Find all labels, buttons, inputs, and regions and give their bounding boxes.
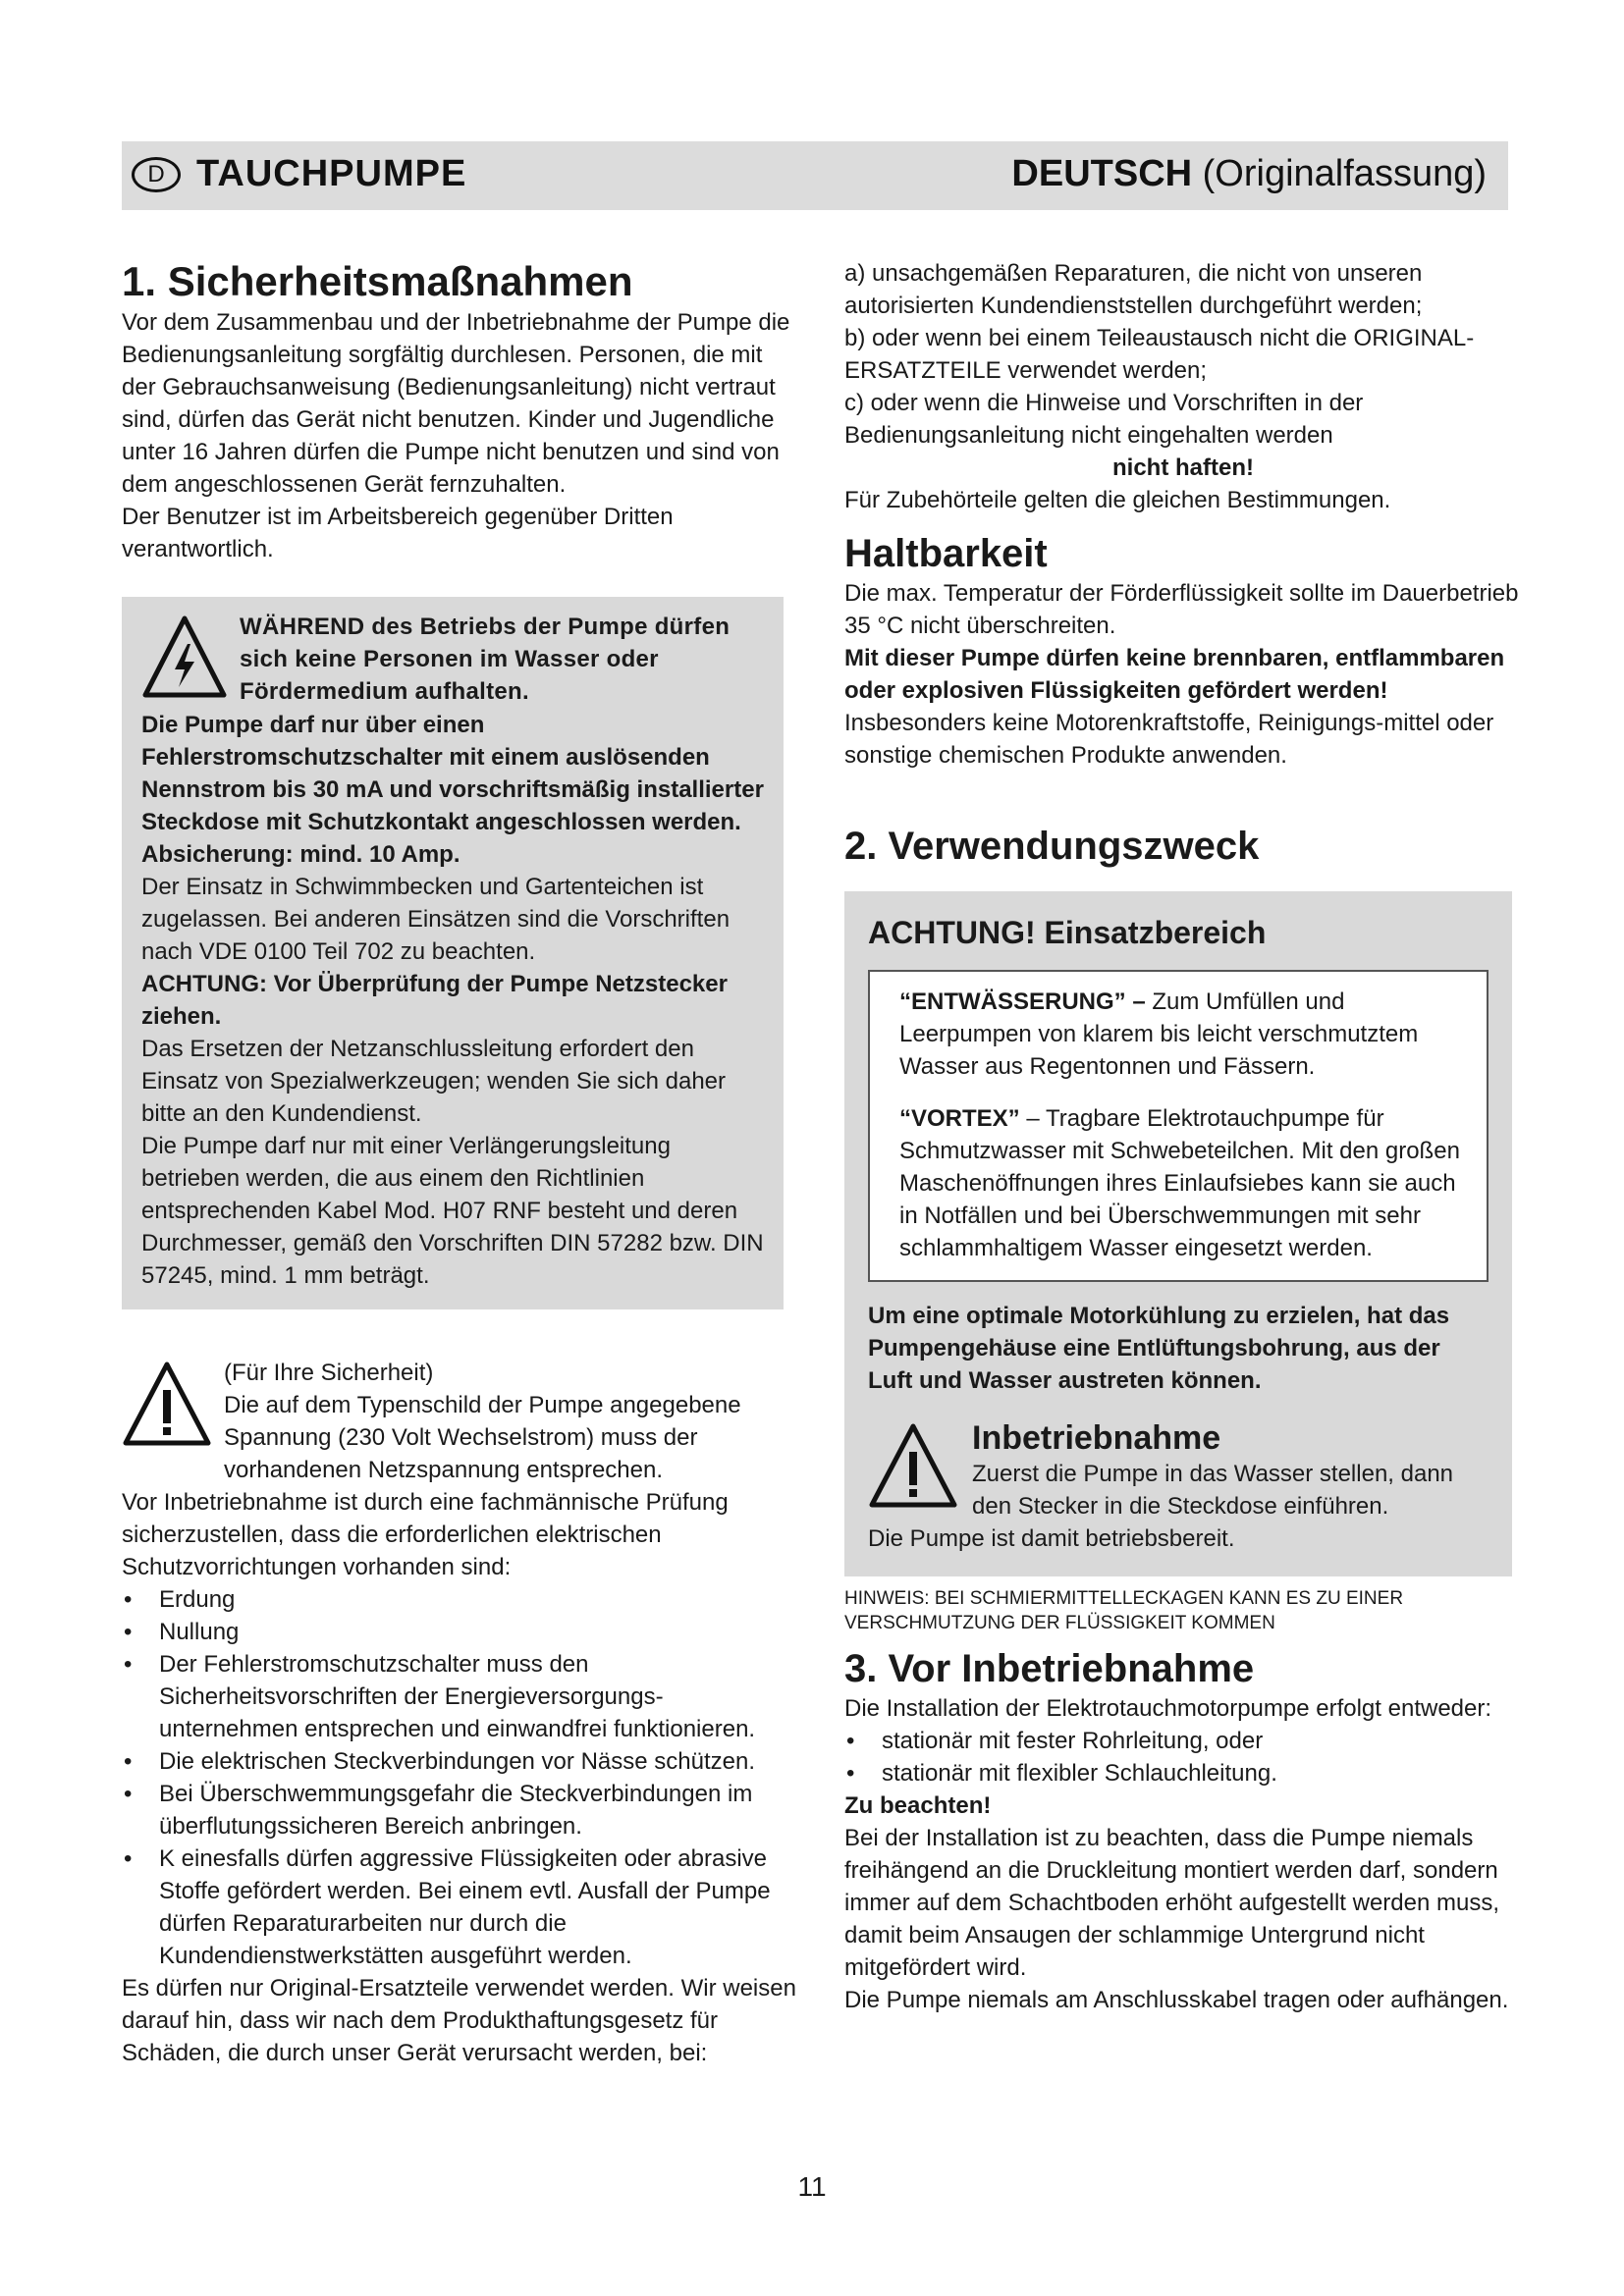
safety-section <box>122 1357 799 2069</box>
drainage-label: “ENTWÄSSERUNG” – <box>899 988 1146 1015</box>
safety-warning-box <box>122 597 784 1309</box>
list-item: • Nullung <box>122 1616 799 1648</box>
list-item: • Bei Überschwemmungsgefahr die Steckverbindungen im überflutungssicheren Bereich anbringen. <box>122 1778 799 1842</box>
liability-intro: Es dürfen nur Original-Ersatzteile verwendet werden. Wir weisen darauf hin, dass wir nach dem Produkthaftungsgesetz für Schäden, die durch unser Gerät verursacht werden, bei: <box>122 1975 796 2066</box>
inspection-text: Vor Inbetriebnahme ist durch eine fachmännische Prüfung sicherzustellen, dass die erforderlichen elektrischen Schutzvorrichtungen vorhanden sind: <box>122 1489 729 1580</box>
vortex-text: – Tragbare Elektrotauchpumpe für Schmutzwasser mit Schwebeteilchen. Mit den großen Maschenöffnungen ihres Einlaufsiebes kann sie auch in Notfällen und bei Überschwemmungen mit sehr schlammhaltigem Wasser eingesetzt werden. <box>899 1105 1460 1261</box>
unplug-warning: ACHTUNG: Vor Überprüfung der Pumpe Netzstecker ziehen. <box>141 971 728 1030</box>
header-bar <box>122 141 1508 210</box>
electric-hazard-icon <box>141 614 228 701</box>
safety-responsibility: Der Benutzer ist im Arbeitsbereich gegenüber Dritten verantwortlich. <box>122 504 674 562</box>
list-item: • stationär mit fester Rohrleitung, oder <box>844 1725 1522 1757</box>
accessories-note: Für Zubehörteile gelten die gleichen Bestimmungen. <box>844 487 1391 513</box>
rcd-requirement: Die Pumpe darf nur über einen Fehlerstromschutzschalter mit einem auslösenden Nennstrom bis 30 mA und vorschriftsmäßig installierter Steckdose mit Schutzkontakt angeschlossen werden. <box>141 712 764 835</box>
usage-types-frame <box>868 970 1489 1282</box>
language-label: DEUTSCH <box>1011 153 1193 194</box>
drainage-text: Zum Umfüllen und Leerpumpen von klarem bis leicht verschmutztem Wasser aus Regentonnen und Fässern. <box>899 988 1419 1080</box>
person-warning: WÄHREND des Betriebs der Pumpe dürfen sich keine Personen im Wasser oder Fördermedium aufhalten. <box>240 614 731 705</box>
list-item: • K einesfalls dürfen aggressive Flüssigkeiten oder abrasive Stoffe gefördert werden. Bei einem evtl. Ausfall der Pumpe dürfen Reparaturarbeiten nur durch die Kundendienstwerkstätten ausgeführt werden. <box>122 1842 799 1972</box>
product-title: TAUCHPUMPE <box>196 153 467 194</box>
vortex-label: “VORTEX” <box>899 1105 1020 1132</box>
startup-row <box>868 1418 1489 1522</box>
left-column <box>122 257 799 2069</box>
safety-intro: Vor dem Zusammenbau und der Inbetriebnahme der Pumpe die Bedienungsanleitung sorgfältig durchlesen. Personen, die mit der Gebrauchsanweisung (Bedienungsanleitung) nicht vertraut sind, dürfen das Gerät nicht benutzen. Kinder und Jugendliche unter 16 Jahren dürfen die Pumpe nicht benutzen und sind von dem angeschlossenen Gerät fernzuhalten. <box>122 309 790 498</box>
list-item: • Die elektrischen Steckverbindungen vor Nässe schützen. <box>122 1745 799 1778</box>
cable-replacement: Das Ersetzen der Netzanschlussleitung erfordert den Einsatz von Spezialwerkzeugen; wenden Sie sich daher bitte an den Kundendienst. <box>141 1036 727 1127</box>
voltage-text: Die auf dem Typenschild der Pumpe angegebene Spannung (230 Volt Wechselstrom) muss der vorhandenen Netzspannung entsprechen. <box>224 1392 741 1483</box>
liability-item-b: b) oder wenn bei einem Teileaustausch nicht die ORIGINAL-ERSATZTEILE verwendet werden; <box>844 325 1475 384</box>
section-heading-preparation: 3. Vor Inbetriebnahme <box>844 1647 1255 1690</box>
chemicals-warning: Insbesonders keine Motorenkraftstoffe, Reinigungs-mittel oder sonstige chemischen Produkte anwenden. <box>844 710 1494 769</box>
installation-note: Bei der Installation ist zu beachten, dass die Pumpe niemals freihängend an die Druckleitung montiert werden darf, sondern immer auf dem Schachtboden erhöht aufgestellt werden muss, damit beim Ansaugen der schlammige Untergrund nicht mitgefördert wird. <box>844 1825 1500 1981</box>
list-item: • Erdung <box>122 1583 799 1616</box>
liability-item-c: c) oder wenn die Hinweise und Vorschriften in der Bedienungsanleitung nicht eingehalten werden <box>844 390 1364 449</box>
startup-text: Zuerst die Pumpe in das Wasser stellen, dann den Stecker in die Steckdose einführen. <box>972 1461 1454 1520</box>
electric-warning-row <box>141 611 766 709</box>
language-note: (Originalfassung) <box>1202 153 1487 194</box>
liability-list <box>844 257 1522 452</box>
list-item: • stationär mit flexibler Schlauchleitung. <box>844 1757 1522 1789</box>
language-badge: D <box>132 157 181 192</box>
section-heading-durability: Haltbarkeit <box>844 532 1048 575</box>
fuse-requirement: Absicherung: mind. 10 Amp. <box>141 841 460 868</box>
warning-icon <box>868 1422 958 1511</box>
warning-icon <box>122 1361 212 1449</box>
list-item: • Der Fehlerstromschutzschalter muss den Sicherheitsvorschriften der Energieversorgungs-unternehmen entsprechen und einwandfrei funktionieren. <box>122 1648 799 1745</box>
cable-carry-note: Die Pumpe niemals am Anschlusskabel tragen oder aufhängen. <box>844 1987 1509 2013</box>
cooling-note: Um eine optimale Motorkühlung zu erzielen, hat das Pumpengehäuse eine Entlüftungsbohrung, aus der Luft und Wasser austreten können. <box>868 1303 1450 1394</box>
durability-text: Die max. Temperatur der Förderflüssigkeit sollte im Dauerbetrieb 35 °C nicht überschreiten. <box>844 580 1519 639</box>
liability-item-a: a) unsachgemäßen Reparaturen, die nicht von unseren autorisierten Kundendienststellen durchgeführt werden; <box>844 260 1423 319</box>
note-label: Zu beachten! <box>844 1792 992 1819</box>
usage-box-title: ACHTUNG! Einsatzbereich <box>868 915 1267 950</box>
flammable-warning: Mit dieser Pumpe dürfen keine brennbaren, entflammbaren oder explosiven Flüssigkeiten gefördert werden! <box>844 645 1505 704</box>
section-heading-safety: 1. Sicherheitsmaßnahmen <box>122 258 633 304</box>
header-right <box>1011 153 1487 195</box>
header-left <box>132 153 466 195</box>
section-heading-usage: 2. Verwendungszweck <box>844 825 1260 868</box>
vortex-description <box>899 1102 1461 1264</box>
extension-cable: Die Pumpe darf nur mit einer Verlängerungsleitung betrieben werden, die aus einem den Richtlinien entsprechenden Kabel Mod. H07 RNF besteht und deren Durchmesser, gemäß den Vorschriften DIN 57282 bzw. DIN 57245, mind. 1 mm beträgt. <box>141 1133 764 1289</box>
drainage-description <box>899 986 1461 1083</box>
safety-warning-row <box>122 1357 799 1486</box>
installation-intro: Die Installation der Elektrotauchmotorpumpe erfolgt entweder: <box>844 1695 1492 1722</box>
page-number: 11 <box>797 2171 827 2202</box>
safety-subtitle: (Für Ihre Sicherheit) <box>224 1360 434 1386</box>
pool-usage: Der Einsatz in Schwimmbecken und Gartenteichen ist zugelassen. Bei anderen Einsätzen sind die Vorschriften nach VDE 0100 Teil 702 zu beachten. <box>141 874 731 965</box>
lubricant-hint: HINWEIS: BEI SCHMIERMITTELLECKAGEN KANN ES ZU EINER VERSCHMUTZUNG DER FLÜSSIGKEIT KOMMEN <box>844 1588 1404 1633</box>
installation-list <box>844 1725 1522 1789</box>
protection-list <box>122 1583 799 1972</box>
startup-title: Inbetriebnahme <box>972 1419 1221 1457</box>
ready-text: Die Pumpe ist damit betriebsbereit. <box>868 1525 1235 1552</box>
right-column <box>844 257 1522 2016</box>
usage-box <box>844 891 1512 1576</box>
no-liability: nicht haften! <box>1112 454 1254 481</box>
